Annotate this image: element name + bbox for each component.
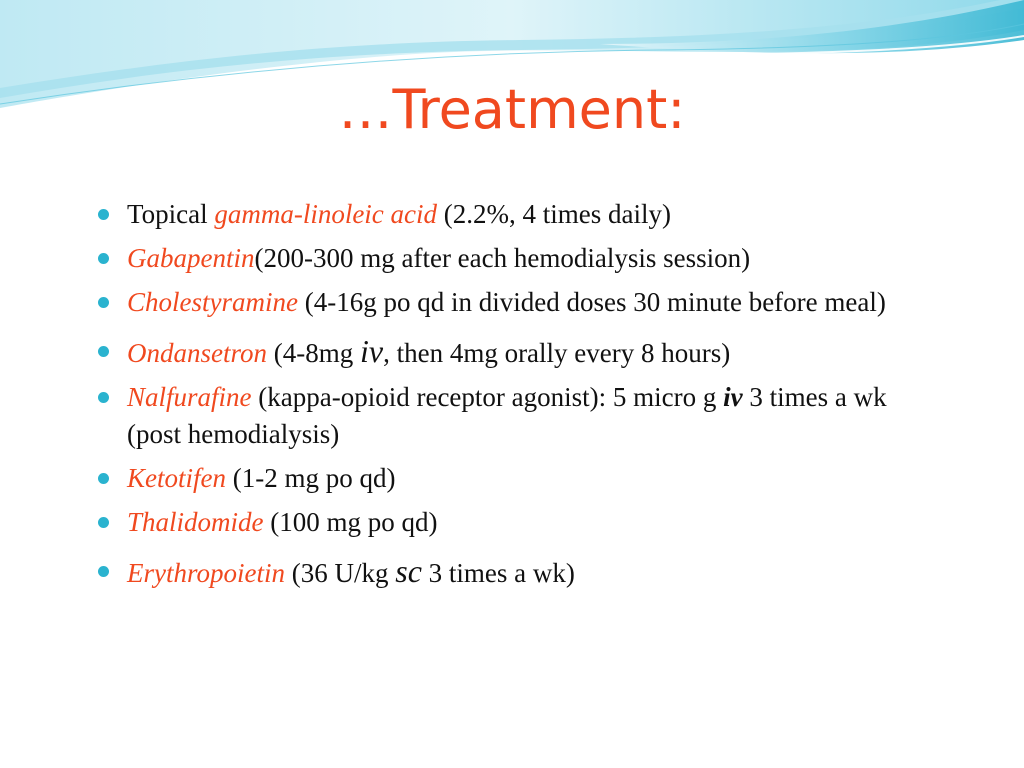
item-text: 3 times a wk)	[421, 558, 575, 588]
item-text: (4-8mg	[267, 338, 360, 368]
list-item	[98, 240, 938, 277]
route-label: sc	[395, 553, 422, 589]
drug-name: Nalfurafine	[127, 382, 252, 412]
bullet-icon	[98, 392, 109, 403]
bullet-icon	[98, 517, 109, 528]
item-text: (200-300 mg after each hemodialysis session)	[254, 243, 751, 273]
list-item	[98, 333, 938, 372]
item-text: 3 times a wk (post hemodialysis)	[127, 382, 887, 449]
bullet-icon	[98, 473, 109, 484]
drug-name: Ketotifen	[127, 463, 226, 493]
item-text: , then 4mg orally every 8 hours)	[383, 338, 731, 368]
drug-name: gamma-linoleic acid	[214, 199, 438, 229]
route-label: iv	[723, 382, 743, 412]
list-item	[98, 196, 938, 233]
list-item	[98, 553, 938, 592]
list-item	[98, 460, 938, 497]
bullet-icon	[98, 297, 109, 308]
route-label: iv	[359, 333, 384, 369]
treatment-list	[98, 196, 938, 599]
item-text: (4-16g po qd in divided doses 30 minute before meal)	[297, 287, 886, 317]
list-item	[98, 379, 938, 453]
item-text: Topical	[127, 199, 215, 229]
drug-name: Thalidomide	[127, 507, 264, 537]
item-text: (1-2 mg po qd)	[225, 463, 396, 493]
item-text: (kappa-opioid receptor agonist): 5 micro g	[251, 382, 724, 412]
drug-name: Cholestyramine	[127, 287, 298, 317]
slide-title: …Treatment:	[338, 78, 686, 141]
bullet-icon	[98, 253, 109, 264]
list-item	[98, 504, 938, 541]
drug-name: Gabapentin	[127, 243, 255, 273]
item-text: (2.2%, 4 times daily)	[437, 199, 671, 229]
list-item	[98, 284, 938, 321]
item-text: (36 U/kg	[284, 558, 396, 588]
item-text: (100 mg po qd)	[263, 507, 438, 537]
drug-name: Erythropoietin	[127, 558, 285, 588]
bullet-icon	[98, 566, 109, 577]
drug-name: Ondansetron	[127, 338, 267, 368]
bullet-icon	[98, 209, 109, 220]
bullet-icon	[98, 346, 109, 357]
